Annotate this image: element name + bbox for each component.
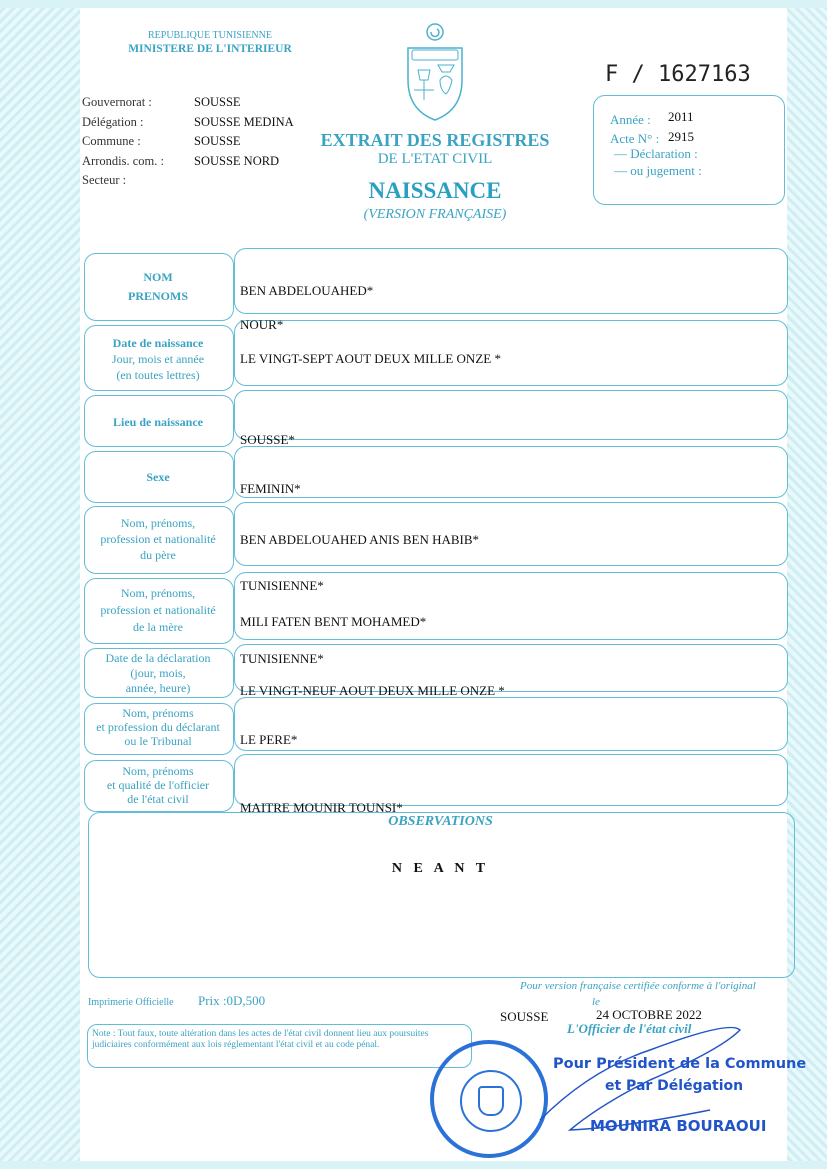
nom-value: BEN ABDELOUAHED* — [240, 283, 374, 298]
pere-nationalite-value: TUNISIENNE* — [240, 578, 324, 593]
acte-value: 2915 — [668, 129, 694, 144]
declaration-label: — Déclaration : — [614, 146, 698, 161]
row-value-box-nom — [234, 248, 788, 314]
prenom-value: NOUR* — [240, 317, 284, 332]
officier-value: MAITRE MOUNIR TOUNSI* — [240, 800, 403, 815]
declarant-label-1: Nom, prénoms — [122, 706, 194, 720]
mere-nationalite-value: TUNISIENNE* — [240, 651, 324, 666]
place-value: SOUSSE — [500, 1009, 549, 1024]
mere-value: MILI FATEN BENT MOHAMED* — [240, 614, 427, 629]
row-value-box-officier — [234, 754, 788, 806]
pere-label-1: Nom, prénoms, — [120, 516, 196, 530]
top-border — [0, 0, 827, 8]
date-naissance-value: LE VINGT-SEPT AOUT DEUX MILLE ONZE * — [240, 351, 501, 366]
date-value: 24 OCTOBRE 2022 — [596, 1007, 702, 1022]
row-value-box-declarant — [234, 697, 788, 751]
delegation-label: Délégation : — [82, 114, 144, 129]
officier-label-2: et qualité de l'officier — [106, 778, 210, 792]
date-naissance-sublabel2: (en toutes lettres) — [116, 368, 200, 382]
observations-value: N E A N T — [391, 861, 490, 876]
arrondissement-label: Arrondis. com. : — [82, 153, 164, 168]
prenoms-label: PRENOMS — [128, 289, 188, 303]
row-value-box-sexe — [234, 446, 788, 498]
left-security-border — [0, 0, 80, 1169]
pere-label-3: du père — [140, 548, 176, 562]
register-number: F / 1627163 — [605, 62, 751, 87]
stamp-line2: et Par Délégation — [605, 1078, 744, 1094]
stamp-line1: Pour Président de la Commune — [553, 1056, 807, 1072]
secteur-label: Secteur : — [82, 173, 127, 187]
mere-label-1: Nom, prénoms, — [120, 586, 196, 600]
date-naissance-sublabel: Jour, mois et année — [111, 352, 205, 366]
certification-text: Pour version française certifiée conforme à l'original — [520, 980, 756, 992]
annee-label: Année : — [610, 112, 651, 127]
sexe-label: Sexe — [146, 470, 170, 484]
bottom-border — [0, 1161, 827, 1169]
lieu-naissance-value: SOUSSE* — [240, 432, 295, 447]
republic-label: REPUBLIQUE TUNISIENNE — [148, 30, 272, 41]
ministry-label: MINISTERE DE L'INTERIEUR — [128, 43, 292, 55]
jugement-label: — ou jugement : — [614, 163, 702, 178]
row-value-box-lieu — [234, 390, 788, 440]
legal-note: Note : Tout faux, toute altération dans les actes de l'état civil donnent lieu aux poursuites judiciaires conformément aux lois réglementant l'état civil et au code pénal. — [92, 1029, 429, 1050]
nom-label: NOM — [143, 270, 173, 284]
prix-label: Prix :0D,500 — [198, 993, 266, 1008]
stamp-name: MOUNIRA BOURAOUI — [590, 1117, 767, 1135]
gouvernorat-label: Gouvernorat : — [82, 95, 152, 109]
observations-label: OBSERVATIONS — [388, 814, 493, 829]
pere-value: BEN ABDELOUAHED ANIS BEN HABIB* — [240, 532, 480, 547]
observations-box — [88, 812, 795, 978]
title-main: NAISSANCE — [368, 178, 502, 203]
declarant-label-2: et profession du déclarant — [96, 720, 220, 734]
tunisia-emblem-icon — [400, 20, 470, 125]
officier-title: L'Officier de l'état civil — [567, 1021, 692, 1036]
mere-label-3: de la mère — [133, 620, 183, 634]
officier-label-1: Nom, prénoms — [122, 764, 194, 778]
title-line2: DE L'ETAT CIVIL — [377, 151, 493, 167]
arrondissement-value: SOUSSE NORD — [194, 153, 280, 168]
officier-label-3: de l'état civil — [127, 792, 189, 806]
lieu-naissance-label: Lieu de naissance — [112, 415, 203, 429]
annee-value: 2011 — [668, 109, 694, 124]
pere-label-2: profession et nationalité — [100, 532, 216, 546]
sexe-value: FEMININ* — [240, 481, 301, 496]
admin-labels — [82, 93, 192, 191]
commune-label: Commune : — [82, 134, 141, 148]
declaration-date-label-2: (jour, mois, — [130, 666, 186, 680]
acte-label: Acte N° : — [610, 131, 660, 146]
date-naissance-label: Date de naissance — [112, 336, 204, 350]
gouvernorat-value: SOUSSE — [194, 95, 241, 109]
declarant-value: LE PERE* — [240, 732, 298, 747]
le-label: le — [592, 996, 600, 1008]
right-security-border — [787, 0, 827, 1169]
row-label-box-nom — [84, 253, 234, 321]
declaration-date-label-1: Date de la déclaration — [105, 651, 211, 665]
title-line1: EXTRAIT DES REGISTRES — [320, 130, 550, 150]
delegation-value: SOUSSE MEDINA — [194, 114, 294, 129]
mere-label-2: profession et nationalité — [100, 603, 216, 617]
title-version: (VERSION FRANÇAISE) — [363, 207, 507, 222]
commune-value: SOUSSE — [194, 134, 241, 148]
declarant-label-3: ou le Tribunal — [124, 734, 192, 748]
imprimerie-label: Imprimerie Officielle — [88, 997, 174, 1008]
declaration-date-label-3: année, heure) — [125, 681, 191, 695]
declaration-date-value: LE VINGT-NEUF AOUT DEUX MILLE ONZE * — [240, 683, 505, 698]
